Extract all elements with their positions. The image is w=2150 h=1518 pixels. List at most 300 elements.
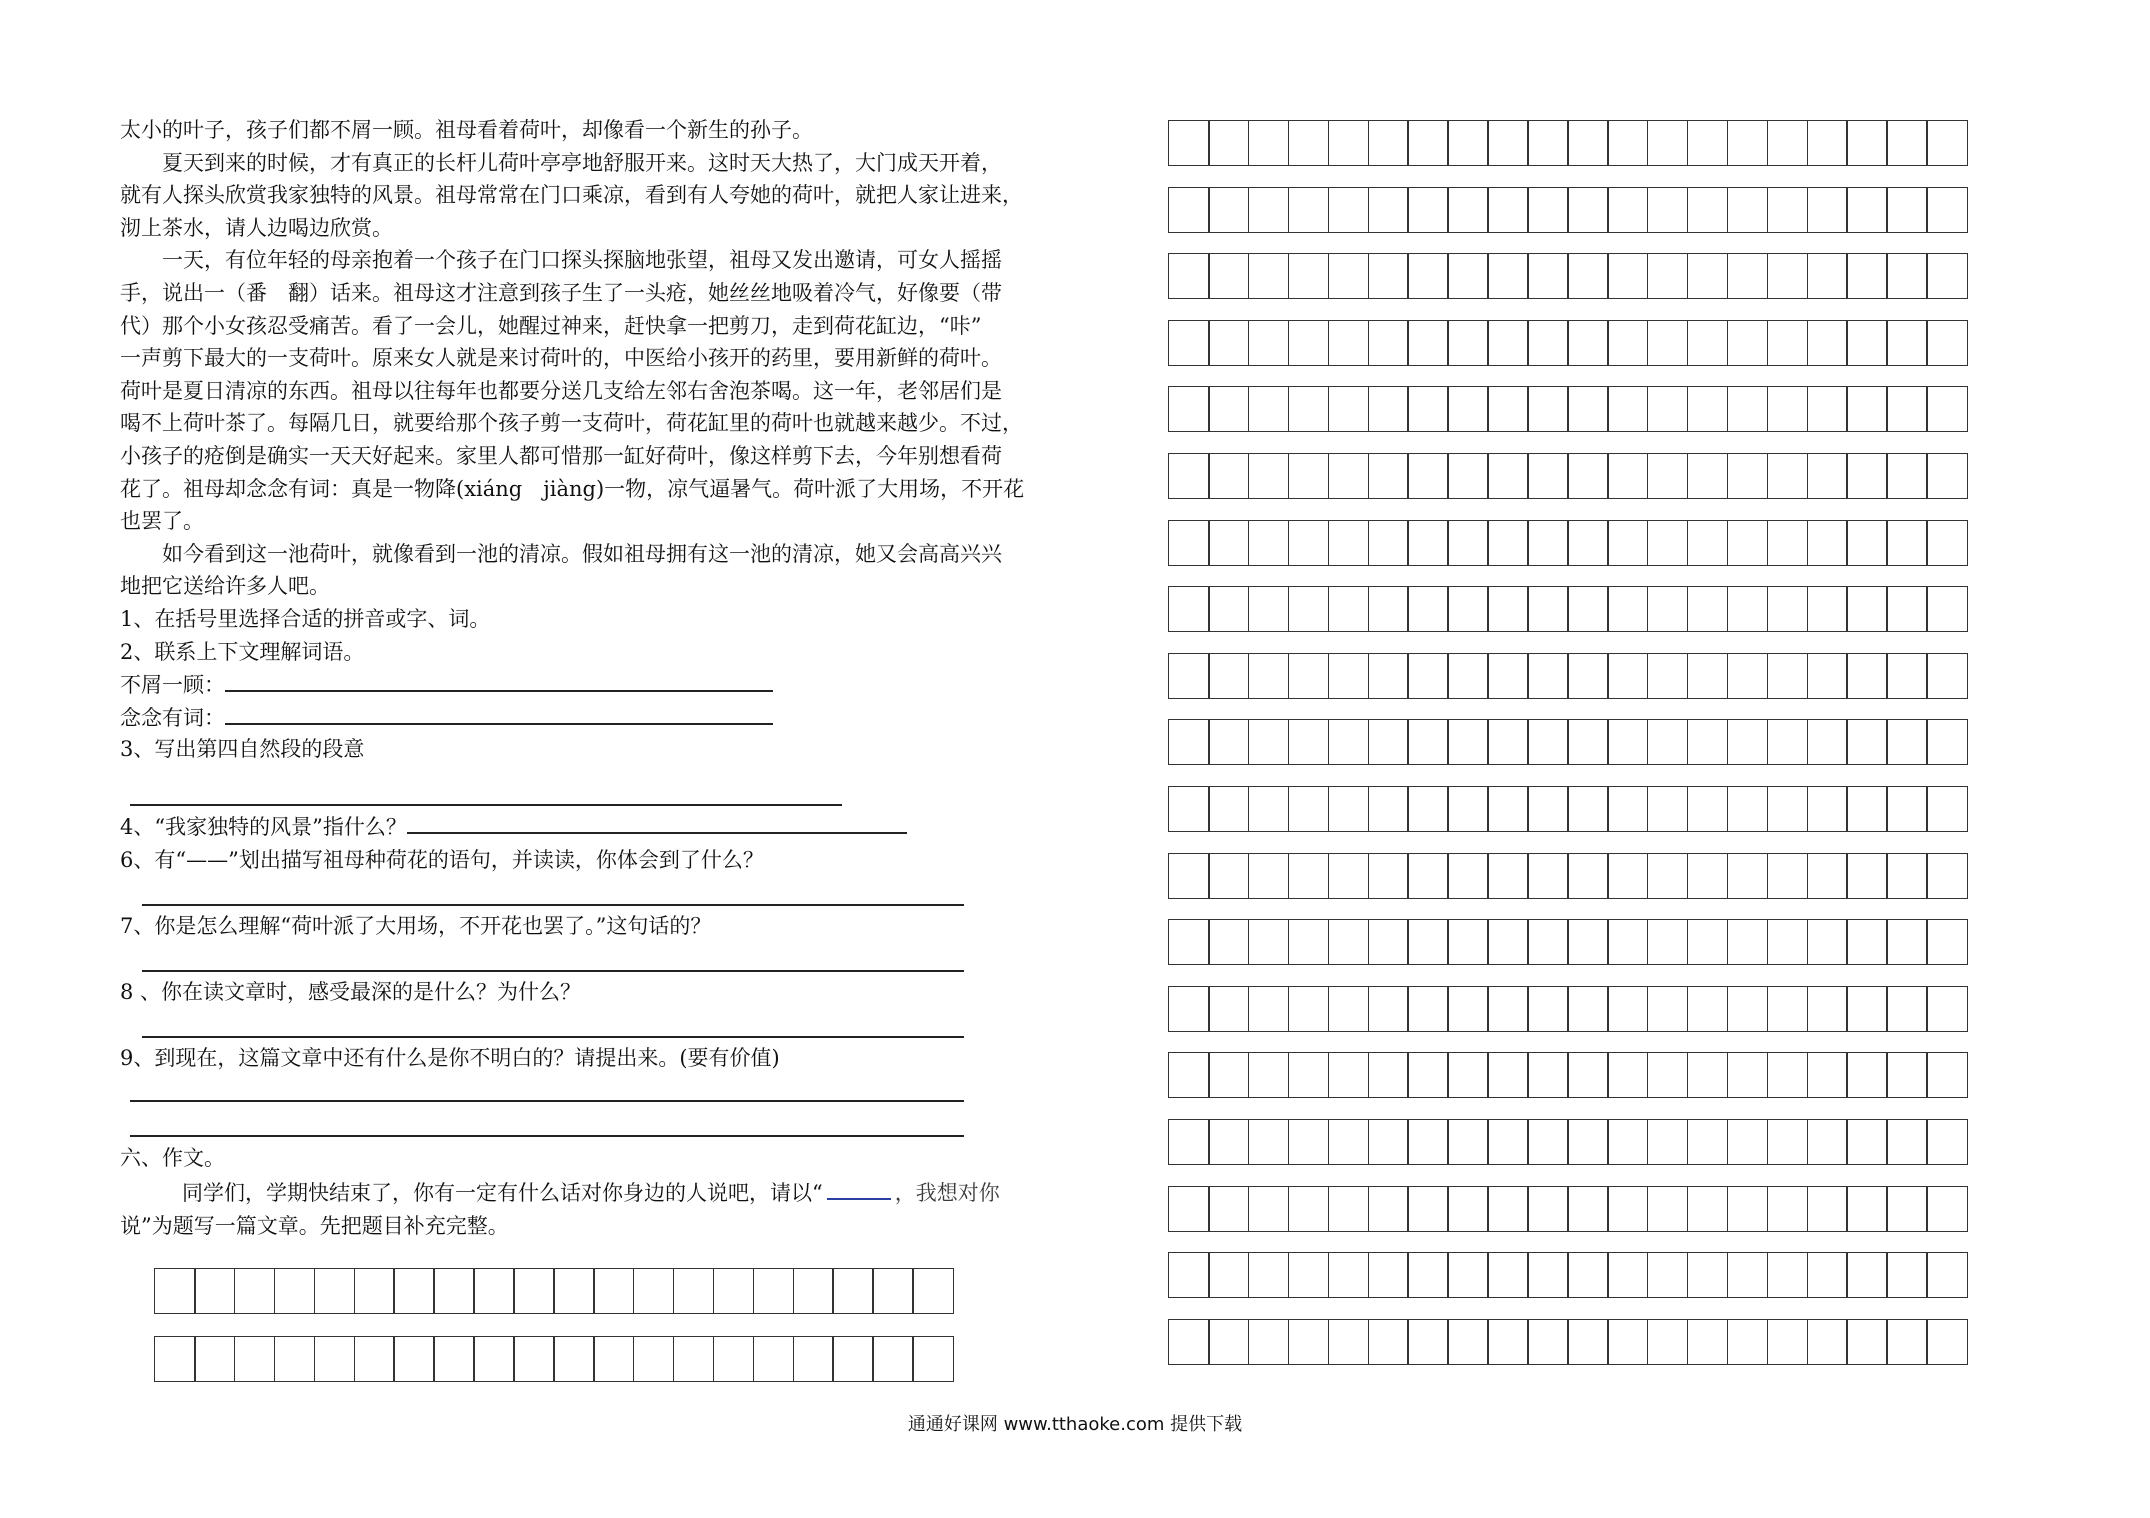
grid-cell[interactable] <box>1846 986 1888 1032</box>
grid-cell[interactable] <box>1687 453 1729 499</box>
writing-grid-row[interactable] <box>1168 1119 1966 1165</box>
grid-cell[interactable] <box>1767 919 1809 965</box>
grid-cell[interactable] <box>1607 320 1649 366</box>
grid-cell[interactable] <box>1328 253 1370 299</box>
grid-cell[interactable] <box>1647 120 1689 166</box>
grid-cell[interactable] <box>1647 453 1689 499</box>
grid-cell[interactable] <box>1767 320 1809 366</box>
grid-cell[interactable] <box>1886 120 1928 166</box>
grid-cell[interactable] <box>1607 1119 1649 1165</box>
grid-cell[interactable] <box>1527 653 1569 699</box>
grid-cell[interactable] <box>1168 187 1210 233</box>
grid-cell[interactable] <box>1527 320 1569 366</box>
grid-cell[interactable] <box>1527 853 1569 899</box>
writing-grid-row[interactable] <box>154 1268 952 1314</box>
grid-cell[interactable] <box>1727 786 1769 832</box>
grid-cell[interactable] <box>1447 1186 1489 1232</box>
grid-cell[interactable] <box>1647 386 1689 432</box>
grid-cell[interactable] <box>1487 253 1529 299</box>
grid-cell[interactable] <box>1767 1252 1809 1298</box>
grid-cell[interactable] <box>1248 386 1290 432</box>
grid-cell[interactable] <box>1288 187 1330 233</box>
grid-cell[interactable] <box>1487 386 1529 432</box>
grid-cell[interactable] <box>1527 386 1569 432</box>
grid-cell[interactable] <box>1926 386 1968 432</box>
grid-cell[interactable] <box>1607 1252 1649 1298</box>
grid-cell[interactable] <box>1767 1319 1809 1365</box>
grid-cell[interactable] <box>1687 653 1729 699</box>
grid-cell[interactable] <box>1248 1186 1290 1232</box>
grid-cell[interactable] <box>513 1268 555 1314</box>
grid-cell[interactable] <box>1328 586 1370 632</box>
grid-cell[interactable] <box>1846 1052 1888 1098</box>
grid-cell[interactable] <box>1886 653 1928 699</box>
grid-cell[interactable] <box>1527 1186 1569 1232</box>
grid-cell[interactable] <box>1767 253 1809 299</box>
grid-cell[interactable] <box>1886 919 1928 965</box>
grid-cell[interactable] <box>1328 320 1370 366</box>
writing-grid-row[interactable] <box>1168 253 1966 299</box>
grid-cell[interactable] <box>1807 1186 1849 1232</box>
grid-cell[interactable] <box>1767 120 1809 166</box>
grid-cell[interactable] <box>1767 853 1809 899</box>
grid-cell[interactable] <box>1407 586 1449 632</box>
answer-line[interactable] <box>130 804 842 806</box>
writing-grid-row[interactable] <box>1168 719 1966 765</box>
writing-grid-row[interactable] <box>1168 1319 1966 1365</box>
grid-cell[interactable] <box>1447 120 1489 166</box>
writing-grid-row[interactable] <box>1168 120 1966 166</box>
grid-cell[interactable] <box>393 1336 435 1382</box>
grid-cell[interactable] <box>1527 120 1569 166</box>
grid-cell[interactable] <box>1447 453 1489 499</box>
grid-cell[interactable] <box>1288 786 1330 832</box>
grid-cell[interactable] <box>1926 253 1968 299</box>
grid-cell[interactable] <box>1208 453 1250 499</box>
grid-cell[interactable] <box>1328 1119 1370 1165</box>
grid-cell[interactable] <box>633 1268 675 1314</box>
grid-cell[interactable] <box>1168 520 1210 566</box>
writing-grid-row[interactable] <box>1168 386 1966 432</box>
grid-cell[interactable] <box>1168 853 1210 899</box>
grid-cell[interactable] <box>1407 453 1449 499</box>
answer-line[interactable] <box>130 1100 964 1102</box>
grid-cell[interactable] <box>1368 520 1410 566</box>
grid-cell[interactable] <box>1527 253 1569 299</box>
grid-cell[interactable] <box>1647 586 1689 632</box>
grid-cell[interactable] <box>1567 786 1609 832</box>
grid-cell[interactable] <box>1288 1119 1330 1165</box>
grid-cell[interactable] <box>1447 520 1489 566</box>
grid-cell[interactable] <box>1447 719 1489 765</box>
writing-grid-row[interactable] <box>1168 320 1966 366</box>
grid-cell[interactable] <box>1567 1319 1609 1365</box>
grid-cell[interactable] <box>1407 1252 1449 1298</box>
grid-cell[interactable] <box>1807 386 1849 432</box>
grid-cell[interactable] <box>1567 253 1609 299</box>
grid-cell[interactable] <box>1687 719 1729 765</box>
grid-cell[interactable] <box>673 1336 715 1382</box>
grid-cell[interactable] <box>1846 520 1888 566</box>
grid-cell[interactable] <box>1886 1252 1928 1298</box>
grid-cell[interactable] <box>1487 1119 1529 1165</box>
grid-cell[interactable] <box>1487 586 1529 632</box>
grid-cell[interactable] <box>1687 986 1729 1032</box>
grid-cell[interactable] <box>1807 1052 1849 1098</box>
grid-cell[interactable] <box>1767 586 1809 632</box>
grid-cell[interactable] <box>1288 653 1330 699</box>
grid-cell[interactable] <box>1926 187 1968 233</box>
grid-cell[interactable] <box>1288 1186 1330 1232</box>
grid-cell[interactable] <box>1567 1252 1609 1298</box>
grid-cell[interactable] <box>1567 586 1609 632</box>
grid-cell[interactable] <box>1846 853 1888 899</box>
grid-cell[interactable] <box>1886 253 1928 299</box>
grid-cell[interactable] <box>1328 1252 1370 1298</box>
grid-cell[interactable] <box>1328 986 1370 1032</box>
grid-cell[interactable] <box>1368 853 1410 899</box>
grid-cell[interactable] <box>1687 520 1729 566</box>
grid-cell[interactable] <box>154 1336 196 1382</box>
grid-cell[interactable] <box>713 1268 755 1314</box>
grid-cell[interactable] <box>1487 320 1529 366</box>
grid-cell[interactable] <box>1407 986 1449 1032</box>
answer-line[interactable] <box>142 904 964 906</box>
grid-cell[interactable] <box>1447 1319 1489 1365</box>
grid-cell[interactable] <box>1368 1319 1410 1365</box>
grid-cell[interactable] <box>593 1268 635 1314</box>
grid-cell[interactable] <box>1767 719 1809 765</box>
grid-cell[interactable] <box>1767 1186 1809 1232</box>
answer-line[interactable] <box>130 1135 964 1137</box>
grid-cell[interactable] <box>1487 187 1529 233</box>
grid-cell[interactable] <box>473 1336 515 1382</box>
answer-blank[interactable] <box>407 810 907 834</box>
grid-cell[interactable] <box>1846 386 1888 432</box>
grid-cell[interactable] <box>1607 586 1649 632</box>
grid-cell[interactable] <box>1407 1186 1449 1232</box>
grid-cell[interactable] <box>1687 1252 1729 1298</box>
grid-cell[interactable] <box>1447 653 1489 699</box>
grid-cell[interactable] <box>1288 520 1330 566</box>
grid-cell[interactable] <box>1407 1319 1449 1365</box>
grid-cell[interactable] <box>1607 786 1649 832</box>
grid-cell[interactable] <box>793 1268 835 1314</box>
grid-cell[interactable] <box>872 1336 914 1382</box>
grid-cell[interactable] <box>1208 520 1250 566</box>
grid-cell[interactable] <box>1886 853 1928 899</box>
grid-cell[interactable] <box>1807 1119 1849 1165</box>
grid-cell[interactable] <box>354 1268 396 1314</box>
grid-cell[interactable] <box>1607 1052 1649 1098</box>
grid-cell[interactable] <box>433 1336 475 1382</box>
grid-cell[interactable] <box>1687 853 1729 899</box>
grid-cell[interactable] <box>1208 1186 1250 1232</box>
grid-cell[interactable] <box>1607 520 1649 566</box>
grid-cell[interactable] <box>1687 253 1729 299</box>
grid-cell[interactable] <box>1647 919 1689 965</box>
grid-cell[interactable] <box>1807 919 1849 965</box>
grid-cell[interactable] <box>1368 919 1410 965</box>
grid-cell[interactable] <box>1607 386 1649 432</box>
grid-cell[interactable] <box>1208 786 1250 832</box>
grid-cell[interactable] <box>1168 320 1210 366</box>
grid-cell[interactable] <box>1208 853 1250 899</box>
grid-cell[interactable] <box>1727 586 1769 632</box>
grid-cell[interactable] <box>1926 719 1968 765</box>
grid-cell[interactable] <box>1846 453 1888 499</box>
grid-cell[interactable] <box>154 1268 196 1314</box>
grid-cell[interactable] <box>1926 653 1968 699</box>
grid-cell[interactable] <box>1527 919 1569 965</box>
grid-cell[interactable] <box>1208 120 1250 166</box>
grid-cell[interactable] <box>1687 120 1729 166</box>
writing-grid-row[interactable] <box>1168 786 1966 832</box>
grid-cell[interactable] <box>1846 586 1888 632</box>
grid-cell[interactable] <box>1807 187 1849 233</box>
grid-cell[interactable] <box>553 1268 595 1314</box>
grid-cell[interactable] <box>1926 320 1968 366</box>
grid-cell[interactable] <box>1248 786 1290 832</box>
grid-cell[interactable] <box>1607 1186 1649 1232</box>
grid-cell[interactable] <box>393 1268 435 1314</box>
grid-cell[interactable] <box>1886 586 1928 632</box>
grid-cell[interactable] <box>1368 653 1410 699</box>
grid-cell[interactable] <box>1727 320 1769 366</box>
grid-cell[interactable] <box>633 1336 675 1382</box>
grid-cell[interactable] <box>1926 919 1968 965</box>
grid-cell[interactable] <box>1647 1186 1689 1232</box>
grid-cell[interactable] <box>1248 320 1290 366</box>
grid-cell[interactable] <box>1727 853 1769 899</box>
grid-cell[interactable] <box>1926 1119 1968 1165</box>
writing-grid-row[interactable] <box>154 1336 952 1382</box>
grid-cell[interactable] <box>1567 320 1609 366</box>
grid-cell[interactable] <box>1727 453 1769 499</box>
grid-cell[interactable] <box>1687 586 1729 632</box>
grid-cell[interactable] <box>1807 520 1849 566</box>
grid-cell[interactable] <box>1168 986 1210 1032</box>
grid-cell[interactable] <box>1527 1319 1569 1365</box>
grid-cell[interactable] <box>1288 1052 1330 1098</box>
grid-cell[interactable] <box>1368 187 1410 233</box>
grid-cell[interactable] <box>1567 520 1609 566</box>
grid-cell[interactable] <box>1168 586 1210 632</box>
grid-cell[interactable] <box>1687 786 1729 832</box>
grid-cell[interactable] <box>1328 719 1370 765</box>
grid-cell[interactable] <box>1407 786 1449 832</box>
grid-cell[interactable] <box>1447 786 1489 832</box>
grid-cell[interactable] <box>234 1336 276 1382</box>
grid-cell[interactable] <box>1368 320 1410 366</box>
grid-cell[interactable] <box>1447 187 1489 233</box>
grid-cell[interactable] <box>1248 187 1290 233</box>
grid-cell[interactable] <box>1807 719 1849 765</box>
grid-cell[interactable] <box>194 1268 236 1314</box>
grid-cell[interactable] <box>1886 320 1928 366</box>
grid-cell[interactable] <box>1487 520 1529 566</box>
writing-grid-row[interactable] <box>1168 919 1966 965</box>
grid-cell[interactable] <box>1407 320 1449 366</box>
grid-cell[interactable] <box>1168 1319 1210 1365</box>
writing-grid-row[interactable] <box>1168 520 1966 566</box>
grid-cell[interactable] <box>1248 586 1290 632</box>
grid-cell[interactable] <box>1527 1252 1569 1298</box>
grid-cell[interactable] <box>1328 919 1370 965</box>
grid-cell[interactable] <box>274 1268 316 1314</box>
grid-cell[interactable] <box>1328 120 1370 166</box>
grid-cell[interactable] <box>1807 1252 1849 1298</box>
grid-cell[interactable] <box>1208 187 1250 233</box>
grid-cell[interactable] <box>1886 1119 1928 1165</box>
grid-cell[interactable] <box>1248 1052 1290 1098</box>
grid-cell[interactable] <box>713 1336 755 1382</box>
grid-cell[interactable] <box>1767 453 1809 499</box>
grid-cell[interactable] <box>1567 853 1609 899</box>
grid-cell[interactable] <box>1727 1119 1769 1165</box>
answer-line[interactable] <box>142 1036 964 1038</box>
writing-grid-row[interactable] <box>1168 1186 1966 1232</box>
grid-cell[interactable] <box>1208 586 1250 632</box>
grid-cell[interactable] <box>1886 187 1928 233</box>
grid-cell[interactable] <box>1647 320 1689 366</box>
grid-cell[interactable] <box>1328 1186 1370 1232</box>
grid-cell[interactable] <box>1687 1052 1729 1098</box>
grid-cell[interactable] <box>1447 1119 1489 1165</box>
grid-cell[interactable] <box>1886 786 1928 832</box>
grid-cell[interactable] <box>1208 1052 1250 1098</box>
grid-cell[interactable] <box>1647 853 1689 899</box>
grid-cell[interactable] <box>1727 386 1769 432</box>
grid-cell[interactable] <box>1527 187 1569 233</box>
grid-cell[interactable] <box>593 1336 635 1382</box>
grid-cell[interactable] <box>1208 719 1250 765</box>
grid-cell[interactable] <box>1926 1319 1968 1365</box>
grid-cell[interactable] <box>1168 719 1210 765</box>
grid-cell[interactable] <box>1248 1119 1290 1165</box>
grid-cell[interactable] <box>1567 1186 1609 1232</box>
grid-cell[interactable] <box>1926 986 1968 1032</box>
grid-cell[interactable] <box>1846 1319 1888 1365</box>
grid-cell[interactable] <box>1647 1052 1689 1098</box>
grid-cell[interactable] <box>1447 853 1489 899</box>
grid-cell[interactable] <box>1447 1252 1489 1298</box>
grid-cell[interactable] <box>1168 1119 1210 1165</box>
grid-cell[interactable] <box>1607 719 1649 765</box>
grid-cell[interactable] <box>1807 453 1849 499</box>
grid-cell[interactable] <box>1447 919 1489 965</box>
grid-cell[interactable] <box>1926 1252 1968 1298</box>
grid-cell[interactable] <box>1328 1052 1370 1098</box>
grid-cell[interactable] <box>1687 1186 1729 1232</box>
grid-cell[interactable] <box>1727 653 1769 699</box>
grid-cell[interactable] <box>1567 919 1609 965</box>
grid-cell[interactable] <box>354 1336 396 1382</box>
grid-cell[interactable] <box>1767 786 1809 832</box>
grid-cell[interactable] <box>1487 853 1529 899</box>
grid-cell[interactable] <box>1368 1186 1410 1232</box>
grid-cell[interactable] <box>553 1336 595 1382</box>
grid-cell[interactable] <box>314 1268 356 1314</box>
grid-cell[interactable] <box>1926 120 1968 166</box>
grid-cell[interactable] <box>1727 1186 1769 1232</box>
grid-cell[interactable] <box>1727 253 1769 299</box>
grid-cell[interactable] <box>1846 1186 1888 1232</box>
grid-cell[interactable] <box>1407 386 1449 432</box>
grid-cell[interactable] <box>1447 586 1489 632</box>
grid-cell[interactable] <box>1487 1252 1529 1298</box>
grid-cell[interactable] <box>1447 986 1489 1032</box>
grid-cell[interactable] <box>1407 1052 1449 1098</box>
grid-cell[interactable] <box>1527 586 1569 632</box>
grid-cell[interactable] <box>1926 453 1968 499</box>
grid-cell[interactable] <box>1447 386 1489 432</box>
grid-cell[interactable] <box>1926 1186 1968 1232</box>
grid-cell[interactable] <box>1208 919 1250 965</box>
grid-cell[interactable] <box>1807 853 1849 899</box>
grid-cell[interactable] <box>1368 586 1410 632</box>
grid-cell[interactable] <box>1607 986 1649 1032</box>
grid-cell[interactable] <box>1487 986 1529 1032</box>
grid-cell[interactable] <box>1168 1186 1210 1232</box>
grid-cell[interactable] <box>1288 719 1330 765</box>
grid-cell[interactable] <box>1807 320 1849 366</box>
grid-cell[interactable] <box>1807 653 1849 699</box>
grid-cell[interactable] <box>1807 586 1849 632</box>
grid-cell[interactable] <box>1168 120 1210 166</box>
grid-cell[interactable] <box>1288 919 1330 965</box>
grid-cell[interactable] <box>1886 719 1928 765</box>
grid-cell[interactable] <box>1886 1319 1928 1365</box>
grid-cell[interactable] <box>1687 1319 1729 1365</box>
grid-cell[interactable] <box>1208 986 1250 1032</box>
grid-cell[interactable] <box>1407 853 1449 899</box>
grid-cell[interactable] <box>832 1336 874 1382</box>
grid-cell[interactable] <box>1926 1052 1968 1098</box>
grid-cell[interactable] <box>1567 1052 1609 1098</box>
grid-cell[interactable] <box>1168 386 1210 432</box>
grid-cell[interactable] <box>1208 1119 1250 1165</box>
grid-cell[interactable] <box>1328 453 1370 499</box>
grid-cell[interactable] <box>1607 253 1649 299</box>
grid-cell[interactable] <box>1168 919 1210 965</box>
grid-cell[interactable] <box>1248 986 1290 1032</box>
grid-cell[interactable] <box>1328 786 1370 832</box>
grid-cell[interactable] <box>1368 253 1410 299</box>
grid-cell[interactable] <box>1567 1119 1609 1165</box>
grid-cell[interactable] <box>1886 986 1928 1032</box>
grid-cell[interactable] <box>1407 919 1449 965</box>
grid-cell[interactable] <box>1487 786 1529 832</box>
grid-cell[interactable] <box>1727 120 1769 166</box>
grid-cell[interactable] <box>1288 320 1330 366</box>
grid-cell[interactable] <box>433 1268 475 1314</box>
grid-cell[interactable] <box>1807 986 1849 1032</box>
writing-grid-row[interactable] <box>1168 853 1966 899</box>
grid-cell[interactable] <box>1647 653 1689 699</box>
grid-cell[interactable] <box>1288 120 1330 166</box>
grid-cell[interactable] <box>1168 453 1210 499</box>
grid-cell[interactable] <box>1727 719 1769 765</box>
grid-cell[interactable] <box>1727 919 1769 965</box>
grid-cell[interactable] <box>1288 1319 1330 1365</box>
grid-cell[interactable] <box>1647 1319 1689 1365</box>
grid-cell[interactable] <box>1168 253 1210 299</box>
grid-cell[interactable] <box>1248 453 1290 499</box>
grid-cell[interactable] <box>1607 120 1649 166</box>
grid-cell[interactable] <box>1527 1119 1569 1165</box>
grid-cell[interactable] <box>1208 653 1250 699</box>
